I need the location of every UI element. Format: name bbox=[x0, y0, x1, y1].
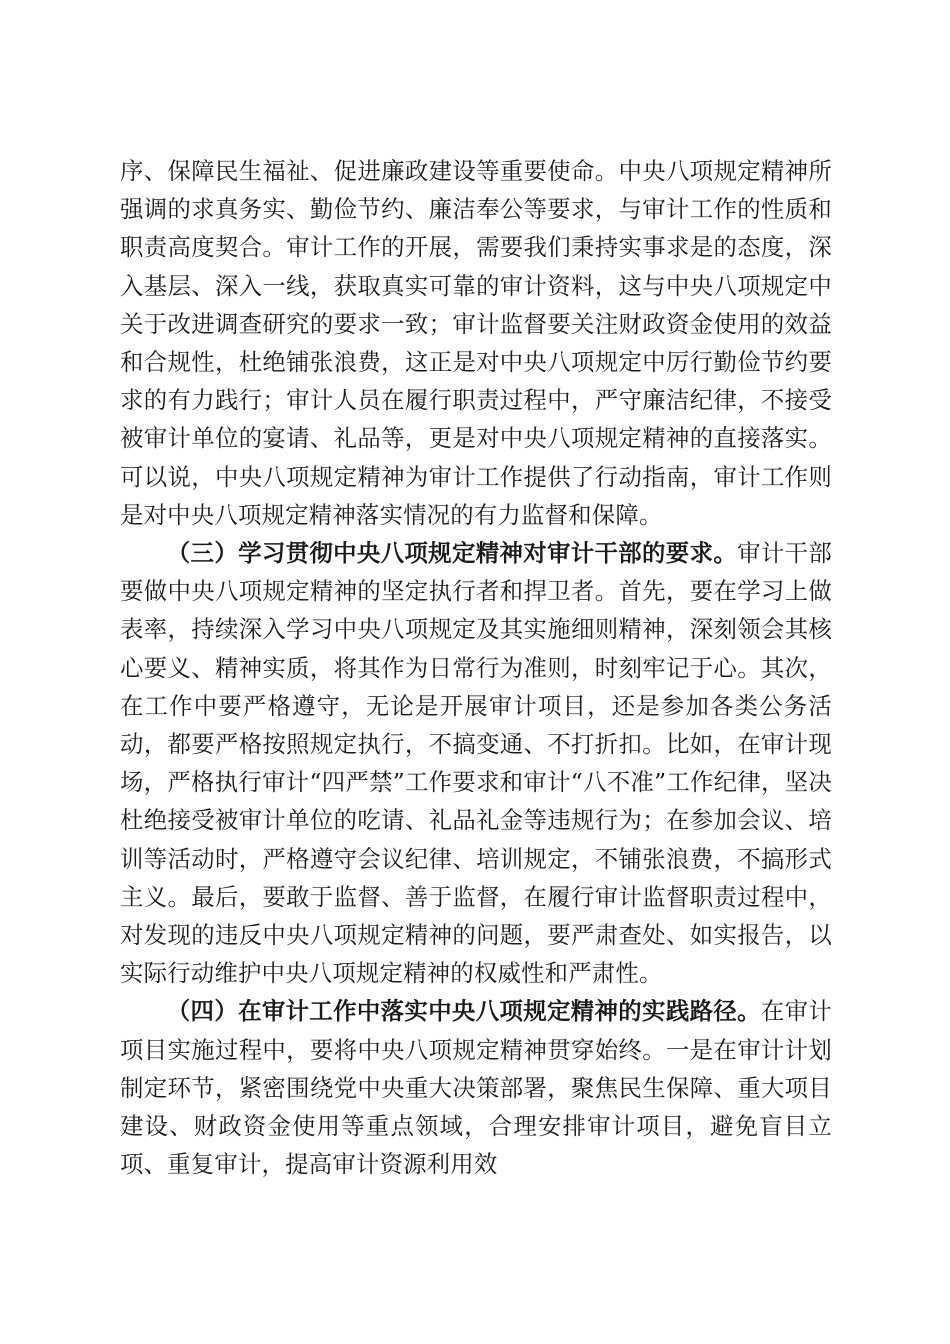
document-body bbox=[120, 152, 832, 1183]
paragraph-body: 审计干部要做中央八项规定精神的坚定执行者和捍卫者。首先，要在学习上做表率，持续深入学习中央八项规定及其实施细则精神，深刻领会其核心要义、精神实质，将其作为日常行为准则，时刻牢记于心。其次，在工作中要严格遵守，无论是开展审计项目，还是参加各类公务活动，都要严格按照规定执行，不搞变通、不打折扣。比如，在审计现场，严格执行审计“四严禁”工作要求和审计“八不准”工作纪律，坚决杜绝接受被审计单位的吃请、礼品礼金等违规行为；在参加会议、培训等活动时，严格遵守会议纪律、培训规定，不铺张浪费，不搞形式主义。最后，要敢于监督、善于监督，在履行审计监督职责过程中，对发现的违反中央八项规定精神的问题，要严肃查处、如实报告，以实际行动维护中央八项规定精神的权威性和严肃性。 bbox=[120, 539, 832, 988]
paragraph-body: 序、保障民生福祉、促进廉政建设等重要使命。中央八项规定精神所强调的求真务实、勤俭节约、廉洁奉公等要求，与审计工作的性质和职责高度契合。审计工作的开展，需要我们秉持实事求是的态度，深入基层、深入一线，获取真实可靠的审计资料，这与中央八项规定中关于改进调查研究的要求一致；审计监督要关注财政资金使用的效益和合规性，杜绝铺张浪费，这正是对中央八项规定中厉行勤俭节约要求的有力践行；审计人员在履行职责过程中，严守廉洁纪律，不接受被审计单位的宴请、礼品等，更是对中央八项规定精神的直接落实。可以说，中央八项规定精神为审计工作提供了行动指南，审计工作则是对中央八项规定精神落实情况的有力监督和保障。 bbox=[120, 157, 832, 529]
paragraph-section-4 bbox=[120, 992, 832, 1183]
paragraph-continuation bbox=[120, 152, 832, 534]
paragraph-section-3 bbox=[120, 534, 832, 992]
section-4-heading: （四）在审计工作中落实中央八项规定精神的实践路径。 bbox=[166, 997, 761, 1026]
paragraph-body: 在审计项目实施过程中，要将中央八项规定精神贯穿始终。一是在审计计划制定环节，紧密围绕党中央重大决策部署，聚焦民生保障、重大项目建设、财政资金使用等重点领域，合理安排审计项目，避免盲目立项、重复审计，提高审计资源利用效 bbox=[120, 997, 832, 1179]
section-3-heading: （三）学习贯彻中央八项规定精神对审计干部的要求。 bbox=[166, 539, 738, 568]
